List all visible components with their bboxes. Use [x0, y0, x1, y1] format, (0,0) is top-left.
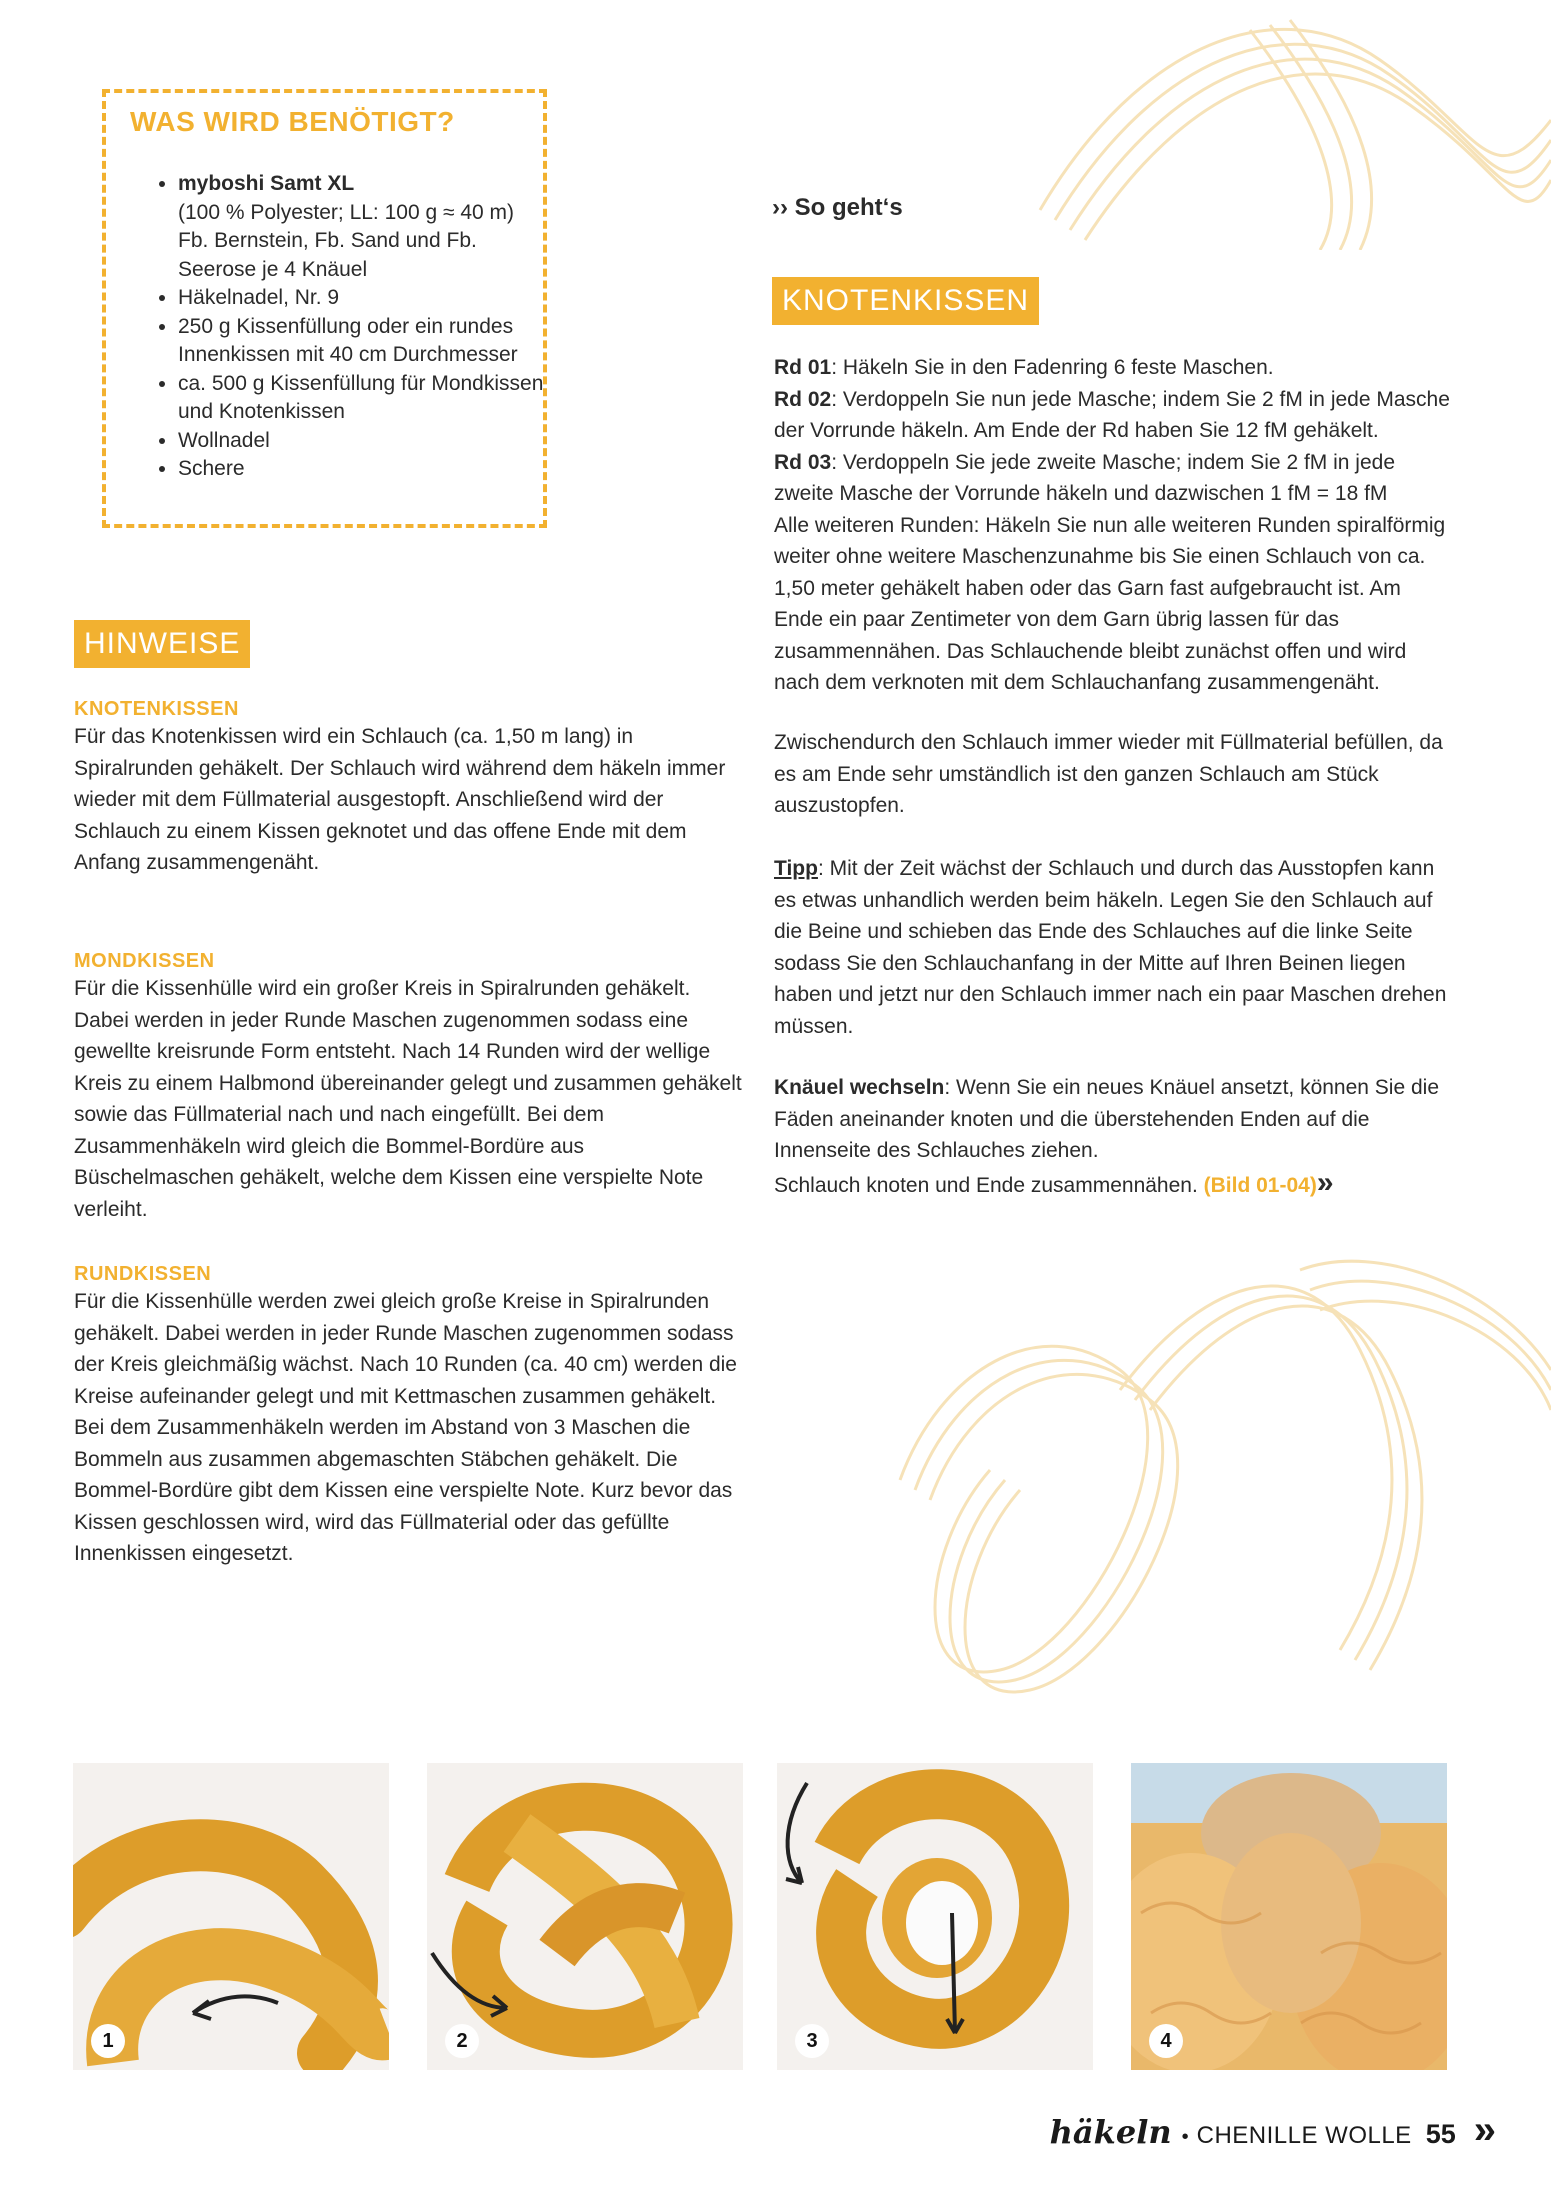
materials-list — [150, 170, 548, 484]
section-knotenkissen — [74, 698, 744, 879]
image-reference: (Bild 01-04) — [1203, 1173, 1317, 1197]
tip-block — [774, 853, 1454, 1042]
footer-category: häkeln — [1049, 2113, 1172, 2151]
footer-separator: • — [1181, 2126, 1189, 2148]
yarn-change-block — [774, 1072, 1454, 1201]
photo-step-1-image — [73, 1763, 389, 2070]
photo-step-2 — [427, 1763, 743, 2070]
tip-text: : Mit der Zeit wächst der Schlauch und durch das Ausstopfen kann es etwas unhandlich werden beim häkeln. Legen Sie den Schlauch auf die Beine und schieben das Ende des Schlauches auf die linke Seite sodass Sie den Schlauchanfang in der Mitte auf Ihren Beinen liegen haben und jetzt nur den Schlauch immer nach ein paar Maschen drehen müssen. — [774, 857, 1447, 1038]
photo-step-2-image — [427, 1763, 743, 2070]
tip-paragraph — [774, 853, 1454, 1042]
materials-item: • ca. 500 g Kissenfüllung für Mondkissen und Knotenkissen — [178, 370, 548, 427]
mondkissen-text: Für die Kissenhülle wird ein großer Kreis in Spiralrunden gehäkelt. Dabei werden in jeder Runde Maschen zugenommen sodass eine gewellte kreisrunde Form entsteht. Nach 14 Runden wird der wellige Kreis zu einem Halbmond übereinander gelegt und zusammen gehäkelt sowie das Füllmaterial nach und nach eingefüllt. Bei dem Zusammenhäkeln wird gleich die Bommel-Bordüre aus Büschelmaschen gehäkelt, welche dem Kissen eine verspielte Note verleiht. — [74, 977, 742, 1221]
round-03 — [774, 447, 1454, 510]
photo-step-4-image — [1131, 1763, 1447, 2070]
materials-item: • Häkelnadel, Nr. 9 — [178, 284, 548, 313]
section-rundkissen — [74, 1263, 744, 1570]
round-01-text: : Häkeln Sie in den Fadenring 6 feste Maschen. — [831, 356, 1274, 379]
materials-item: • 250 g Kissenfüllung oder ein rundes Innenkissen mit 40 cm Durchmesser — [178, 313, 548, 370]
materials-item-bold: myboshi Samt XL — [178, 172, 355, 195]
round-01 — [774, 352, 1454, 384]
photo-number-badge: 2 — [445, 2024, 479, 2058]
materials-title: WAS WIRD BENÖTIGT? — [130, 106, 455, 137]
materials-item: • Schere — [178, 455, 548, 484]
decorative-swirl-top — [1020, 0, 1551, 250]
photo-step-4 — [1131, 1763, 1447, 2070]
filling-note-text: Zwischendurch den Schlauch immer wieder mit Füllmaterial befüllen, da es am Ende sehr umständlich ist den ganzen Schlauch am Stück auszustopfen. — [774, 731, 1443, 817]
photo-number-badge: 3 — [795, 2024, 829, 2058]
next-page-arrow-icon: » — [1473, 2108, 1496, 2152]
knotenkissen-heading: KNOTENKISSEN — [74, 698, 239, 720]
materials-item — [178, 170, 548, 284]
round-03-text: : Verdoppeln Sie jede zweite Masche; indem Sie 2 fM in jede zweite Masche der Vorrunde häkeln und dazwischen 1 fM = 18 fM — [774, 450, 1396, 505]
knot-paragraph — [774, 1167, 1454, 1202]
yarn-change-paragraph — [774, 1072, 1454, 1167]
yarn-change-label: Knäuel wechseln — [774, 1076, 945, 1099]
further-rounds-text: Alle weiteren Runden: Häkeln Sie nun alle weiteren Runden spiralförmig weiter ohne weitere Maschenzunahme bis Sie einen Schlauch von ca. 1,50 meter gehäkelt haben oder das Garn fast aufgebraucht ist. Am Ende ein paar Zentimeter von dem Garn übrig lassen für das zusammennähen. Das Schlauchende bleibt zunächst offen und wird nach dem verknoten mit dem Schlauchanfang zusammengenäht. — [774, 513, 1446, 694]
hinweise-tag: HINWEISE — [74, 620, 250, 668]
page-number: 55 — [1425, 2119, 1456, 2149]
round-03-label: Rd 03 — [774, 450, 832, 474]
round-02 — [774, 384, 1454, 447]
knotenkissen-text: Für das Knotenkissen wird ein Schlauch (ca. 1,50 m lang) in Spiralrunden gehäkelt. Der Schlauch wird während dem häkeln immer wieder mit dem Füllmaterial ausgestopft. Anschließend wird der Schlauch zu einem Kissen geknotet und das offene Ende mit dem Anfang zusammengenäht. — [74, 725, 726, 874]
yarn-change-text: : Wenn Sie ein neues Knäuel ansetzt, können Sie die Fäden aneinander knoten und die überstehenden Enden auf die Innenseite des Schlauches ziehen. — [774, 1076, 1440, 1162]
round-02-text: : Verdoppeln Sie nun jede Masche; indem Sie 2 fM in jede Masche der Vorrunde häkeln. Am Ende der Rd haben Sie 12 fM gehäkelt. — [774, 387, 1450, 442]
page-footer — [1050, 2108, 1496, 2158]
photo-step-1 — [73, 1763, 389, 2070]
filling-note — [774, 727, 1454, 822]
instructions-block — [774, 352, 1454, 699]
materials-item: • Wollnadel — [178, 427, 548, 456]
knot-text: Schlauch knoten und Ende zusammennähen. — [774, 1173, 1198, 1197]
knotenkissen-tag: KNOTENKISSEN — [772, 277, 1039, 325]
so-gehts-heading: ›› So geht‘s — [772, 194, 903, 221]
round-02-label: Rd 02 — [774, 387, 832, 411]
rundkissen-text: Für die Kissenhülle werden zwei gleich große Kreise in Spiralrunden gehäkelt. Dabei werden in jeder Runde Maschen zugenommen sodass der Kreis gleichmäßig wächst. Nach 10 Runden (ca. 40 cm) werden die Kreise aufeinander gelegt und mit Kettmaschen zusammen gehäkelt. Bei dem Zusammenhäkeln werden im Abstand von 3 Maschen die Bommeln aus zusammen abgemaschten Stäbchen gehäkelt. Die Bommel-Bordüre gibt dem Kissen eine verspielte Note. Kurz bevor das Kissen geschlossen wird, wird das Füllmaterial oder das gefüllte Innenkissen eingesetzt. — [74, 1290, 737, 1565]
round-01-label: Rd 01 — [774, 356, 832, 379]
materials-item-detail: (100 % Polyester; LL: 100 g ≈ 40 m) Fb. Bernstein, Fb. Sand und Fb. Seerose je 4 Knäuel — [178, 200, 515, 281]
photo-number-badge: 4 — [1149, 2024, 1183, 2058]
footer-title: CHENILLE WOLLE — [1196, 2122, 1412, 2149]
continue-chevron-icon: » — [1316, 1165, 1334, 1199]
mondkissen-heading: MONDKISSEN — [74, 950, 215, 972]
photo-step-3 — [777, 1763, 1093, 2070]
rundkissen-heading: RUNDKISSEN — [74, 1263, 212, 1285]
tip-label: Tipp — [774, 857, 818, 880]
section-mondkissen — [74, 950, 744, 1225]
decorative-swirl-middle — [880, 1250, 1551, 1730]
photo-step-3-image — [777, 1763, 1093, 2070]
photo-number-badge: 1 — [91, 2024, 125, 2058]
